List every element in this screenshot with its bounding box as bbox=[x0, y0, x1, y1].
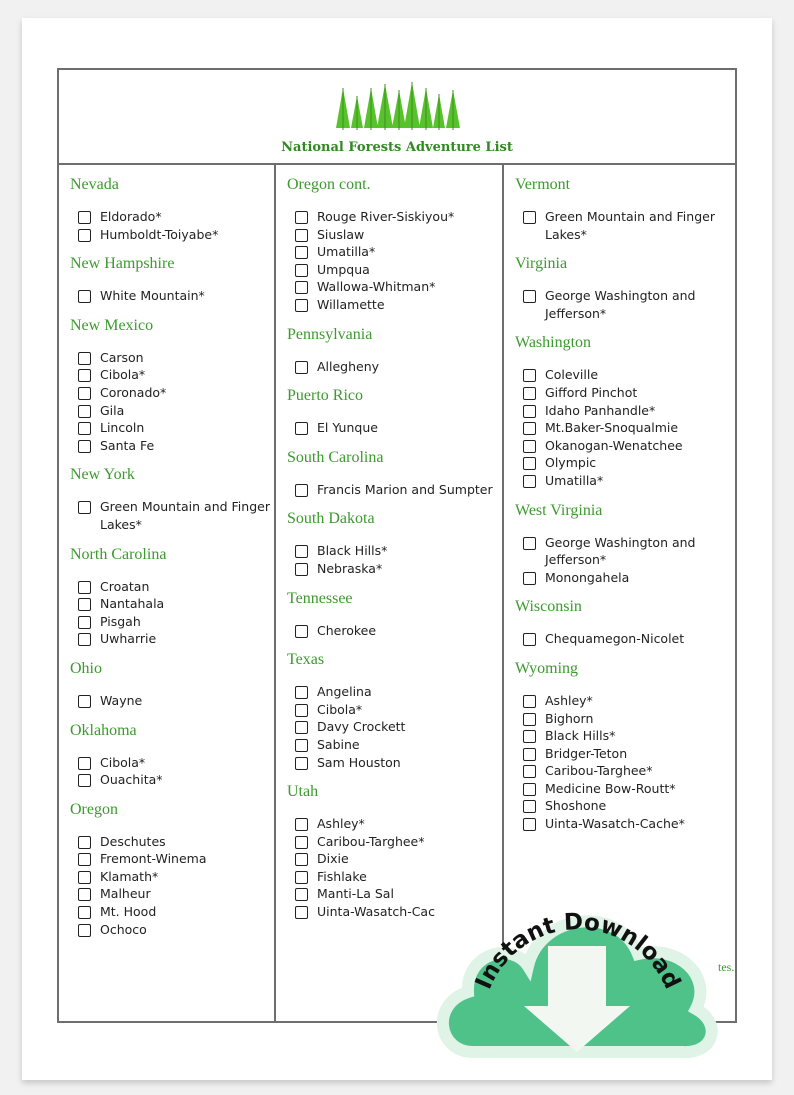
checkbox[interactable] bbox=[295, 422, 308, 435]
forest-item bbox=[295, 542, 502, 560]
forest-item bbox=[295, 736, 502, 754]
checkbox[interactable] bbox=[78, 906, 91, 919]
state-heading: West Virginia bbox=[515, 501, 603, 519]
forest-name: Caribou-Targhee* bbox=[317, 833, 425, 849]
checkbox[interactable] bbox=[78, 211, 91, 224]
checkbox[interactable] bbox=[78, 836, 91, 849]
forest-name: George Washington and Jefferson* bbox=[545, 288, 696, 321]
forest-name: Green Mountain and Finger Lakes* bbox=[100, 499, 270, 532]
forest-list bbox=[70, 754, 274, 789]
forest-name: Cherokee bbox=[317, 622, 377, 638]
state-heading: Washington bbox=[515, 334, 592, 352]
state-heading: New Hampshire bbox=[70, 255, 175, 273]
state-heading: Texas bbox=[287, 651, 325, 669]
checkbox[interactable] bbox=[523, 800, 536, 813]
forest-item bbox=[523, 797, 735, 815]
state-heading: Tennessee bbox=[287, 589, 353, 607]
forest-name: Eldorado* bbox=[100, 209, 162, 224]
state-heading: Puerto Rico bbox=[287, 387, 363, 405]
forest-list bbox=[287, 208, 502, 314]
checkbox[interactable] bbox=[78, 774, 91, 787]
checkbox[interactable] bbox=[523, 765, 536, 778]
state-heading: South Dakota bbox=[287, 510, 375, 528]
checkbox[interactable] bbox=[78, 633, 91, 646]
checkbox[interactable] bbox=[295, 906, 308, 919]
checkbox[interactable] bbox=[78, 229, 91, 242]
forest-name: Ochoco bbox=[100, 921, 147, 937]
forest-name: Monongahela bbox=[545, 569, 630, 585]
checkbox[interactable] bbox=[295, 836, 308, 849]
forest-item bbox=[78, 402, 274, 420]
forest-item bbox=[523, 208, 735, 243]
forest-name: Mt.Baker-Snoqualmie bbox=[545, 420, 679, 436]
forest-name: Santa Fe bbox=[100, 437, 155, 453]
state-heading: North Carolina bbox=[70, 545, 167, 563]
checkbox[interactable] bbox=[78, 616, 91, 629]
forest-item bbox=[295, 701, 502, 719]
state-section bbox=[59, 251, 274, 305]
state-section bbox=[59, 313, 274, 455]
forest-item bbox=[78, 384, 274, 402]
forest-item bbox=[523, 534, 735, 569]
state-section bbox=[59, 462, 274, 533]
forest-item bbox=[523, 419, 735, 437]
state-section bbox=[276, 383, 502, 437]
checkbox[interactable] bbox=[523, 457, 536, 470]
state-heading: Pennsylvania bbox=[287, 325, 373, 343]
forest-item bbox=[295, 868, 502, 886]
checkbox[interactable] bbox=[295, 281, 308, 294]
forest-name: Umatilla* bbox=[545, 472, 604, 488]
checkbox[interactable] bbox=[295, 229, 308, 242]
forest-item bbox=[523, 437, 735, 455]
forest-name: Black Hills* bbox=[545, 728, 616, 744]
checkbox[interactable] bbox=[295, 853, 308, 866]
forest-item bbox=[78, 885, 274, 903]
checkbox[interactable] bbox=[78, 369, 91, 382]
forest-name: Ouachita* bbox=[100, 772, 163, 788]
checkbox[interactable] bbox=[523, 369, 536, 382]
forest-name: Gifford Pinchot bbox=[545, 384, 638, 400]
checkbox[interactable] bbox=[295, 871, 308, 884]
forest-list bbox=[515, 692, 735, 833]
forest-item bbox=[78, 498, 274, 533]
checkbox[interactable] bbox=[78, 290, 91, 303]
state-heading: Wisconsin bbox=[515, 598, 582, 616]
forest-name: Gila bbox=[100, 402, 125, 418]
forest-item bbox=[523, 710, 735, 728]
checkbox[interactable] bbox=[523, 818, 536, 831]
forest-name: Lincoln bbox=[100, 420, 145, 436]
forest-item bbox=[295, 622, 502, 640]
state-section bbox=[59, 172, 274, 243]
forest-item bbox=[78, 921, 274, 939]
forest-item bbox=[523, 287, 735, 322]
forest-list bbox=[70, 208, 274, 243]
checkbox[interactable] bbox=[295, 264, 308, 277]
forest-list bbox=[515, 630, 735, 648]
forest-item bbox=[523, 454, 735, 472]
state-section bbox=[504, 498, 735, 587]
checkbox[interactable] bbox=[295, 625, 308, 638]
forest-list bbox=[70, 692, 274, 710]
forest-name: Bridger-Teton bbox=[545, 745, 628, 761]
forest-name: Angelina bbox=[317, 684, 372, 700]
forest-list bbox=[70, 287, 274, 305]
forest-item bbox=[523, 384, 735, 402]
forest-list bbox=[515, 287, 735, 322]
forest-item bbox=[78, 754, 274, 772]
forest-name: Cibola* bbox=[100, 754, 146, 770]
state-section bbox=[504, 330, 735, 489]
forest-item bbox=[78, 437, 274, 455]
forest-name: Francis Marion and Sumpter bbox=[317, 481, 493, 497]
forest-item bbox=[295, 718, 502, 736]
forest-item bbox=[295, 208, 502, 226]
state-heading: Oklahoma bbox=[70, 721, 137, 739]
header bbox=[59, 70, 735, 165]
checkbox[interactable] bbox=[78, 598, 91, 611]
forest-item bbox=[78, 578, 274, 596]
forest-item bbox=[295, 833, 502, 851]
checkbox[interactable] bbox=[78, 695, 91, 708]
forest-item bbox=[78, 366, 274, 384]
forest-name: Umpqua bbox=[317, 261, 370, 277]
state-section bbox=[276, 322, 502, 376]
checkbox[interactable] bbox=[295, 211, 308, 224]
state-heading: New York bbox=[70, 466, 135, 484]
forest-item bbox=[78, 833, 274, 851]
checkbox[interactable] bbox=[78, 888, 91, 901]
forest-item bbox=[295, 278, 502, 296]
forest-name: White Mountain* bbox=[100, 288, 205, 304]
state-heading: South Carolina bbox=[287, 448, 384, 466]
state-section bbox=[504, 594, 735, 648]
forest-list bbox=[515, 534, 735, 587]
forest-name: Davy Crockett bbox=[317, 719, 406, 735]
forest-name: Okanogan-Wenatchee bbox=[545, 437, 683, 453]
state-heading: Oregon cont. bbox=[287, 176, 371, 193]
forest-list bbox=[287, 683, 502, 771]
checkbox[interactable] bbox=[78, 924, 91, 937]
forest-name: Allegheny bbox=[317, 358, 380, 374]
checkbox[interactable] bbox=[295, 686, 308, 699]
forest-item bbox=[295, 226, 502, 244]
forest-name: Cibola* bbox=[100, 367, 146, 383]
forest-item bbox=[295, 481, 502, 499]
checkbox[interactable] bbox=[295, 484, 308, 497]
state-section bbox=[59, 542, 274, 648]
forest-item bbox=[295, 815, 502, 833]
state-heading: Utah bbox=[287, 783, 319, 801]
forest-item bbox=[523, 366, 735, 384]
forest-list bbox=[70, 833, 274, 939]
forest-name: Wayne bbox=[100, 692, 143, 708]
checkbox[interactable] bbox=[295, 739, 308, 752]
checkbox[interactable] bbox=[295, 545, 308, 558]
forest-name: Croatan bbox=[100, 578, 150, 594]
forest-name: Sabine bbox=[317, 736, 360, 752]
state-heading: Oregon bbox=[70, 800, 118, 818]
forest-list bbox=[287, 481, 502, 499]
forest-item bbox=[78, 868, 274, 886]
instant-download-badge[interactable] bbox=[428, 884, 728, 1064]
state-section bbox=[59, 718, 274, 789]
state-heading: Ohio bbox=[70, 659, 102, 677]
forest-item bbox=[523, 745, 735, 763]
state-section bbox=[276, 647, 502, 771]
forest-name: Carson bbox=[100, 349, 144, 365]
state-heading: Vermont bbox=[515, 176, 571, 193]
forest-name: Chequamegon-Nicolet bbox=[545, 631, 685, 647]
forest-name: Uinta-Wasatch-Cac bbox=[317, 904, 435, 920]
forest-name: Fishlake bbox=[317, 868, 367, 884]
forest-name: Humboldt-Toiyabe* bbox=[100, 226, 219, 242]
forest-list bbox=[515, 366, 735, 489]
state-section bbox=[504, 172, 735, 243]
forest-item bbox=[523, 780, 735, 798]
checkbox[interactable] bbox=[78, 352, 91, 365]
state-section bbox=[504, 251, 735, 322]
forest-name: George Washington and Jefferson* bbox=[545, 534, 696, 568]
checkbox[interactable] bbox=[295, 704, 308, 717]
forest-item bbox=[295, 243, 502, 261]
forest-item bbox=[78, 208, 274, 226]
checkbox[interactable] bbox=[523, 783, 536, 796]
forest-item bbox=[523, 762, 735, 780]
state-section bbox=[276, 506, 502, 577]
checkbox[interactable] bbox=[78, 581, 91, 594]
checkbox[interactable] bbox=[523, 387, 536, 400]
forest-item bbox=[78, 419, 274, 437]
forest-item bbox=[78, 692, 274, 710]
forest-item bbox=[523, 692, 735, 710]
checkbox[interactable] bbox=[523, 440, 536, 453]
forest-name: Ashley* bbox=[545, 692, 593, 708]
checkbox[interactable] bbox=[523, 633, 536, 646]
forest-item bbox=[78, 349, 274, 367]
document-title: National Forests Adventure List bbox=[281, 140, 513, 155]
forest-list bbox=[287, 622, 502, 640]
badge-text: Instant Download bbox=[470, 909, 686, 993]
forest-name: Deschutes bbox=[100, 833, 166, 849]
checkbox[interactable] bbox=[523, 475, 536, 488]
checkbox[interactable] bbox=[78, 440, 91, 453]
forest-name: Bighorn bbox=[545, 710, 594, 726]
forest-name: Medicine Bow-Routt* bbox=[545, 780, 676, 796]
forest-name: Willamette bbox=[317, 296, 385, 312]
checkbox[interactable] bbox=[523, 695, 536, 708]
forest-item bbox=[523, 402, 735, 420]
forest-item bbox=[295, 419, 502, 437]
forest-item bbox=[78, 850, 274, 868]
state-section bbox=[276, 445, 502, 499]
forest-name: Caribou-Targhee* bbox=[545, 763, 653, 779]
forest-item bbox=[295, 358, 502, 376]
forest-name: Olympic bbox=[545, 455, 597, 471]
checkbox[interactable] bbox=[295, 721, 308, 734]
forest-item bbox=[523, 630, 735, 648]
forest-name: Idaho Panhandle* bbox=[545, 402, 656, 418]
state-section bbox=[59, 797, 274, 939]
checkbox[interactable] bbox=[523, 290, 536, 303]
forest-name: Uinta-Wasatch-Cache* bbox=[545, 816, 685, 832]
forest-name: Black Hills* bbox=[317, 543, 388, 559]
checkbox[interactable] bbox=[78, 871, 91, 884]
forest-name: Cibola* bbox=[317, 701, 363, 717]
checkbox[interactable] bbox=[78, 422, 91, 435]
checkbox[interactable] bbox=[523, 713, 536, 726]
forest-item bbox=[523, 727, 735, 745]
forest-name: Rouge River-Siskiyou* bbox=[317, 209, 455, 224]
forest-name: Nantahala bbox=[100, 596, 165, 612]
notes-fragment: tes. bbox=[718, 960, 735, 974]
state-heading: New Mexico bbox=[70, 316, 154, 334]
forest-name: Mt. Hood bbox=[100, 904, 157, 920]
checkbox[interactable] bbox=[78, 405, 91, 418]
forest-name: Green Mountain and Finger Lakes* bbox=[545, 209, 715, 242]
forest-name: Manti-La Sal bbox=[317, 886, 394, 902]
forest-name: Nebraska* bbox=[317, 560, 383, 576]
forest-list bbox=[70, 349, 274, 455]
checkbox[interactable] bbox=[295, 246, 308, 259]
forest-item bbox=[78, 630, 274, 648]
checkbox[interactable] bbox=[78, 853, 91, 866]
checkbox[interactable] bbox=[523, 537, 536, 550]
forest-name: Coronado* bbox=[100, 384, 167, 400]
forest-name: Dixie bbox=[317, 851, 349, 867]
state-section bbox=[276, 172, 502, 314]
forest-list bbox=[515, 208, 735, 243]
state-heading: Wyoming bbox=[515, 659, 579, 677]
forest-item bbox=[78, 287, 274, 305]
forest-name: Uwharrie bbox=[100, 631, 157, 647]
forest-name: Ashley* bbox=[317, 816, 365, 832]
forest-item bbox=[295, 850, 502, 868]
forest-item bbox=[78, 613, 274, 631]
forest-name: Wallowa-Whitman* bbox=[317, 279, 436, 295]
forest-item bbox=[78, 226, 274, 244]
checkbox[interactable] bbox=[523, 730, 536, 743]
forest-item bbox=[78, 595, 274, 613]
state-heading: Nevada bbox=[70, 176, 119, 193]
checkbox[interactable] bbox=[295, 563, 308, 576]
forest-name: Klamath* bbox=[100, 868, 159, 884]
checkbox[interactable] bbox=[78, 387, 91, 400]
pine-trees-icon bbox=[335, 82, 463, 130]
forest-name: Umatilla* bbox=[317, 244, 376, 260]
checkbox[interactable] bbox=[523, 405, 536, 418]
forest-name: Malheur bbox=[100, 886, 151, 902]
forest-item bbox=[295, 296, 502, 314]
checkbox[interactable] bbox=[78, 501, 91, 514]
state-section bbox=[504, 656, 735, 833]
forest-list bbox=[70, 578, 274, 648]
checkbox[interactable] bbox=[523, 748, 536, 761]
forest-name: Siuslaw bbox=[317, 226, 365, 242]
forest-name: Pisgah bbox=[100, 613, 141, 629]
forest-item bbox=[78, 903, 274, 921]
forest-item bbox=[523, 815, 735, 833]
state-section bbox=[59, 656, 274, 710]
forest-list bbox=[70, 498, 274, 533]
forest-item bbox=[523, 569, 735, 587]
checkbox[interactable] bbox=[78, 757, 91, 770]
forest-item bbox=[78, 771, 274, 789]
checkbox[interactable] bbox=[295, 818, 308, 831]
checkbox[interactable] bbox=[523, 422, 536, 435]
forest-name: Sam Houston bbox=[317, 754, 401, 770]
forest-item bbox=[295, 683, 502, 701]
column-1 bbox=[59, 165, 276, 1021]
state-section bbox=[276, 586, 502, 640]
forest-item bbox=[295, 560, 502, 578]
forest-item bbox=[295, 261, 502, 279]
state-heading: Virginia bbox=[515, 255, 568, 273]
forest-name: El Yunque bbox=[317, 420, 378, 436]
forest-item bbox=[295, 754, 502, 772]
checkbox[interactable] bbox=[295, 299, 308, 312]
forest-item bbox=[523, 472, 735, 490]
forest-list bbox=[287, 542, 502, 577]
checkbox[interactable] bbox=[295, 757, 308, 770]
forest-name: Shoshone bbox=[545, 798, 607, 814]
forest-list bbox=[287, 358, 502, 376]
checkbox[interactable] bbox=[295, 888, 308, 901]
forest-name: Fremont-Winema bbox=[100, 851, 207, 867]
forest-list bbox=[287, 419, 502, 437]
checklist-frame bbox=[57, 68, 737, 1023]
checkbox[interactable] bbox=[295, 361, 308, 374]
forest-name: Coleville bbox=[545, 367, 599, 383]
checkbox[interactable] bbox=[523, 211, 536, 224]
checkbox[interactable] bbox=[523, 572, 536, 585]
